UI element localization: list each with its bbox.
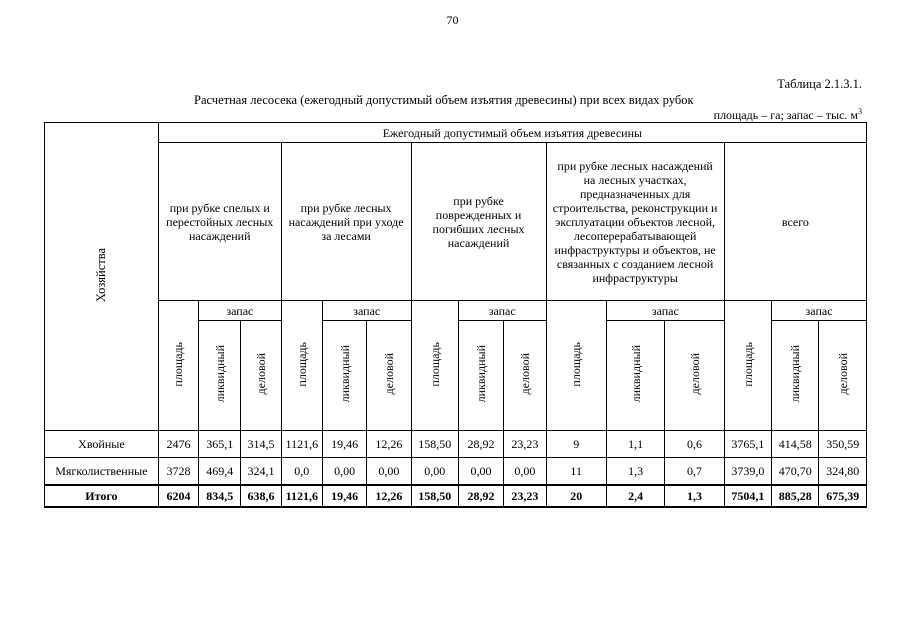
- value-cell: 3728: [158, 458, 198, 486]
- area-label: площадь: [569, 341, 584, 387]
- value-cell: 324,80: [819, 458, 867, 486]
- units-note: [714, 107, 862, 123]
- allowable-cut-table: [44, 122, 867, 508]
- liquid-header: [772, 321, 819, 431]
- group-label-thinning: при рубке лесных насаждений при уходе за лесами: [288, 200, 404, 243]
- value-cell: 11: [546, 458, 606, 486]
- area-label: площадь: [740, 341, 755, 387]
- value-cell: 19,46: [322, 485, 366, 507]
- group-header-damaged: [411, 143, 546, 301]
- row-name-cell: Мягколиственные: [45, 458, 159, 486]
- group-header-thinning: [281, 143, 411, 301]
- page-number: 70: [446, 13, 459, 27]
- value-cell: 675,39: [819, 485, 867, 507]
- value-cell: 1,1: [606, 431, 664, 458]
- table-row: [45, 458, 867, 486]
- value-cell: 0,00: [458, 458, 503, 486]
- value-cell: 2,4: [606, 485, 664, 507]
- group-label-mature: при рубке спелых и перестойных лесных насаждений: [166, 200, 274, 243]
- table-body: [45, 431, 867, 508]
- business-header: [819, 321, 867, 431]
- value-cell: 365,1: [199, 431, 241, 458]
- liquid-header: [458, 321, 503, 431]
- value-cell: 314,5: [241, 431, 281, 458]
- value-cell: 158,50: [411, 431, 458, 458]
- value-cell: 0,6: [665, 431, 724, 458]
- business-header: [504, 321, 546, 431]
- value-cell: 834,5: [199, 485, 241, 507]
- value-cell: 1,3: [665, 485, 724, 507]
- value-cell: 0,00: [411, 458, 458, 486]
- business-label: деловой: [381, 353, 396, 395]
- value-cell: 1121,6: [281, 485, 322, 507]
- group-label-infrastructure: при рубке лесных насаждений на лесных участках, предназначенных для строительства, реконструкции и эксплуатации объектов лесной, лесоперерабатывающей инфраструктуры и объектов, не связанных с созданием лесной инфраструктуры: [552, 158, 718, 285]
- liquid-label: ликвидный: [788, 345, 803, 403]
- value-cell: 19,46: [322, 431, 366, 458]
- value-cell: 0,7: [665, 458, 724, 486]
- stock-header: запас: [458, 301, 546, 321]
- table-title: Расчетная лесосека (ежегодный допустимый объем изъятия древесины) при всех видах рубок: [194, 93, 694, 107]
- table-row: [45, 431, 867, 458]
- value-cell: 28,92: [458, 485, 503, 507]
- liquid-header: [606, 321, 664, 431]
- area-header: [724, 301, 771, 431]
- business-label: деловой: [254, 353, 269, 395]
- table-number: Таблица 2.1.3.1.: [777, 77, 862, 91]
- group-label-total: всего: [781, 214, 809, 229]
- value-cell: 23,23: [504, 485, 546, 507]
- business-header: [367, 321, 411, 431]
- value-cell: 6204: [158, 485, 198, 507]
- business-header: [241, 321, 281, 431]
- area-header: [546, 301, 606, 431]
- value-cell: 0,00: [367, 458, 411, 486]
- value-cell: 3739,0: [724, 458, 771, 486]
- liquid-label: ликвидный: [474, 345, 489, 403]
- value-cell: 9: [546, 431, 606, 458]
- value-cell: 638,6: [241, 485, 281, 507]
- value-cell: 0,0: [281, 458, 322, 486]
- value-cell: 324,1: [241, 458, 281, 486]
- liquid-label: ликвидный: [628, 345, 643, 403]
- main-header: Ежегодный допустимый объем изъятия древесины: [158, 123, 866, 143]
- business-label: деловой: [835, 353, 850, 395]
- row-name-cell: Итого: [45, 485, 159, 507]
- area-label: площадь: [294, 341, 309, 387]
- value-cell: 12,26: [367, 485, 411, 507]
- row-name-cell: Хвойные: [45, 431, 159, 458]
- area-label: площадь: [171, 341, 186, 387]
- area-header: [158, 301, 198, 431]
- area-header: [411, 301, 458, 431]
- stock-header: запас: [606, 301, 724, 321]
- liquid-header: [199, 321, 241, 431]
- units-superscript: 3: [858, 107, 862, 116]
- group-header-infrastructure: [546, 143, 724, 301]
- value-cell: 1,3: [606, 458, 664, 486]
- business-header: [665, 321, 724, 431]
- liquid-label: ликвидный: [337, 345, 352, 403]
- value-cell: 28,92: [458, 431, 503, 458]
- value-cell: 0,00: [504, 458, 546, 486]
- farms-header: [45, 123, 159, 431]
- group-header-total: [724, 143, 866, 301]
- area-header: [281, 301, 322, 431]
- value-cell: 470,70: [772, 458, 819, 486]
- value-cell: 1121,6: [281, 431, 322, 458]
- value-cell: 885,28: [772, 485, 819, 507]
- units-text: площадь – га; запас – тыс. м: [713, 108, 858, 122]
- value-cell: 2476: [158, 431, 198, 458]
- value-cell: 23,23: [504, 431, 546, 458]
- value-cell: 469,4: [199, 458, 241, 486]
- value-cell: 414,58: [772, 431, 819, 458]
- group-header-mature: [158, 143, 281, 301]
- value-cell: 0,00: [322, 458, 366, 486]
- area-label: площадь: [427, 341, 442, 387]
- value-cell: 158,50: [411, 485, 458, 507]
- stock-header: запас: [772, 301, 867, 321]
- business-label: деловой: [687, 353, 702, 395]
- liquid-label: ликвидный: [212, 345, 227, 403]
- value-cell: 7504,1: [724, 485, 771, 507]
- total-row: [45, 485, 867, 507]
- value-cell: 12,26: [367, 431, 411, 458]
- value-cell: 350,59: [819, 431, 867, 458]
- stock-header: запас: [322, 301, 411, 321]
- value-cell: 3765,1: [724, 431, 771, 458]
- liquid-header: [322, 321, 366, 431]
- value-cell: 20: [546, 485, 606, 507]
- farms-header-label: Хозяйства: [94, 247, 109, 303]
- group-label-damaged: при рубке поврежденных и погибших лесных насаждений: [432, 193, 525, 250]
- business-label: деловой: [517, 353, 532, 395]
- stock-header: запас: [199, 301, 282, 321]
